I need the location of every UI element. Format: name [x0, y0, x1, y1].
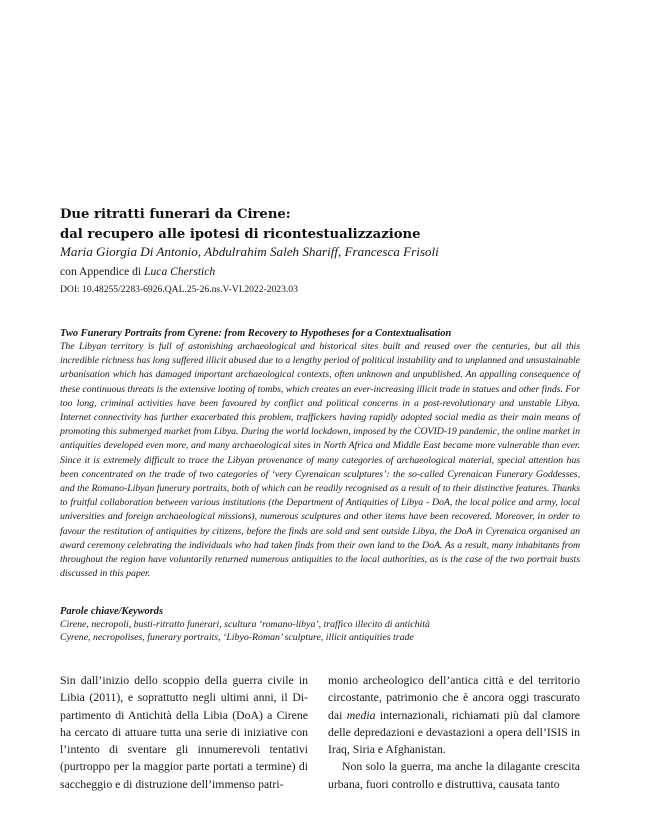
body-column-right	[328, 672, 580, 793]
body-paragraph	[328, 672, 580, 758]
appendix-credit	[60, 264, 580, 280]
title-line-2: dal recupero alle ipotesi di ricontestualizzazione	[60, 227, 421, 242]
body-column-left	[60, 672, 308, 793]
keywords-english: Cyrene, necropolises, funerary portraits, ‘Libyo-Roman’ sculpture, illicit antiquities trade	[60, 632, 414, 643]
abstract-text: The Libyan territory is full of astonishing archaeological and historical sites built and reused over the centuries, but all this incredible richness has long suffered illicit abused due to a lengthy period of political instability and to unplanned and unsustainable urbanisation which has damaged important archaeological contexts, often unknown and unpublished. An appalling consequence of these continuous threats is the extensive looting of tombs, which creates an ever-increasing illicit trade in statues and other finds. For too long, criminal activities have been favoured by conflict and political concerns in a post-revolutionary and unstable Libya. Internet connectivity has further exacerbated this problem, traffickers having rapidly adopted social media as their main means of promoting this submerged market from Libya. During the world lockdown, imposed by the COVID-19 pandemic, the online market in antiquities developed even more, and many archaeological sites in North Africa and Middle East became more vulnerable than ever. Since it is extremely difficult to trace the Libyan provenance of many categories of archaeological material, special attention has been concentrated on the trade of two categories of ‘very Cyrenaican sculptures’: the so-called Cyrenaican Funerary Goddesses, and the Romano-Libyan funerary portraits, both of which can be readily recognised as a result of to their distinctive features. Thanks to fruitful collaboration between various institutions (the Department of Antiquities of Libya - DoA, the local police and army, local universities and foreign archaeological missions), numerous sculptures and other items have been recovered. Moreover, in order to favour the restitution of antiquities by citizens, before the finds are sold and sent outside Libya, the DoA in Cyrenaica organised an award ceremony celebrating the individuals who had taken finds from their own land to the DoA. As a result, many inhabitants from throughout the region have voluntarily returned numerous antiquities to the local authorities, as is the case of the two portrait busts discussed in this paper.	[60, 341, 581, 580]
body-text-run: internazionali, richiamati più dal clamore delle depredazioni e devastazioni a opera dell’ISIS in Iraq, Siria e Afghanistan.	[328, 708, 580, 757]
article-authors: Maria Giorgia Di Antonio, Abdulrahim Saleh Shariff, Francesca Frisoli	[60, 244, 439, 259]
appendix-author: Luca Cherstich	[144, 265, 216, 278]
body-paragraph: Sin dall’inizio dello scoppio della guerra civile in Libia (2011), e soprattutto negli ultimi anni, il Dipartimento di Antichità della Libia (DoA) a Cirene ha cercato di attuare tutta una serie di iniziative con l’intento di sventare gli innumerevoli tentativi (purtroppo per la maggior parte portati a termine) di saccheggio e di distruzione dell’immenso patri-	[60, 674, 308, 791]
abstract	[60, 340, 580, 581]
body-emphasis: media	[346, 708, 376, 722]
appendix-prefix: con Appendice di	[60, 265, 145, 278]
body-text-run: monio archeologico dell’antica città e del territorio circostante, patrimonio che è ancora oggi trascurato dai	[328, 674, 580, 722]
body-paragraph: Non solo la guerra, ma anche la dilagante crescita urbana, fuori controllo e distruttiva, causata tanto	[328, 760, 580, 791]
abstract-title: Two Funerary Portraits from Cyrene: from Recovery to Hypotheses for a Contextualisation	[60, 328, 452, 339]
article-doi: DOI: 10.48255/2283-6926.QAL.25-26.ns.V-VI.2022-2023.03	[60, 284, 298, 295]
paper-page	[60, 0, 580, 827]
title-line-1: Due ritratti funerari da Cirene:	[60, 207, 291, 222]
keywords-italian: Cirene, necropoli, busti-ritratto funerari, scultura ‘romano-libya’, traffico illecito di antichità	[60, 619, 430, 630]
keywords-title: Parole chiave/Keywords	[60, 606, 164, 617]
article-title	[60, 205, 580, 245]
